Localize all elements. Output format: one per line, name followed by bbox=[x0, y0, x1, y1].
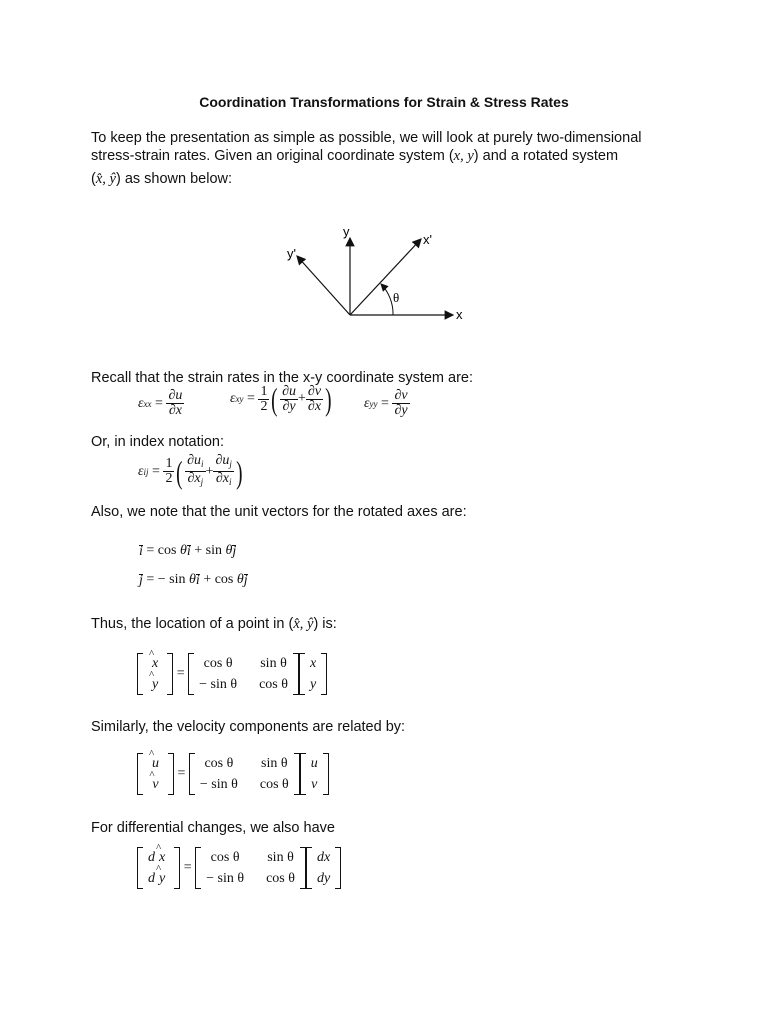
intro-line-2: stress-strain rates. Given an original coordinate system (x, y) and a rotated system bbox=[91, 148, 619, 164]
eq-strain-index: ε ij = $\frac{1}{2}$ ( $\frac{\partial u_i}{\partial x_j}$ + $\frac{\partial u_j}{\partial x_i}$ ) bbox=[138, 453, 243, 490]
eq-strain-xx: ε xx = $\frac{\partial u}{\partial x}$ bbox=[138, 388, 183, 418]
eq-strain-xy: ε xy = $\frac{1}{2}$ ( $\frac{\partial u}{\partial y}$ + $\frac{\partial v}{\partial x}$ ) bbox=[230, 381, 332, 417]
y-prime-axis bbox=[297, 256, 350, 315]
eq-position-transform: ^ x ^ y = cos θ sin θ − sin θ cos θ x y bbox=[137, 653, 327, 695]
label-y-prime: y' bbox=[287, 246, 296, 261]
velocity-intro: Similarly, the velocity components are related by: bbox=[91, 719, 406, 735]
eq-velocity-transform: ^ u ^ v = cos θ sin θ − sin θ cos θ u v bbox=[137, 753, 329, 795]
intro-line-3: (x̂, ŷ) as shown below: bbox=[91, 171, 233, 187]
eq-unit-i: i = cos θ i + sin θ j bbox=[139, 543, 237, 559]
index-intro: Or, in index notation: bbox=[91, 434, 224, 450]
eq-unit-j: j = − sin θ i + cos θ j bbox=[139, 572, 248, 588]
differential-intro: For differential changes, we also have bbox=[91, 820, 335, 836]
x-prime-axis bbox=[350, 239, 421, 315]
label-x-prime: x' bbox=[423, 232, 432, 247]
coordinate-diagram bbox=[280, 222, 470, 332]
intro-line-1: To keep the presentation as simple as possible, we will look at purely two-dimensional bbox=[91, 130, 642, 146]
unit-intro: Also, we note that the unit vectors for the rotated axes are: bbox=[91, 504, 467, 520]
label-y: y bbox=[343, 224, 350, 239]
theta-arc bbox=[381, 284, 393, 315]
location-intro: Thus, the location of a point in (x̂, ŷ) is: bbox=[91, 616, 337, 632]
eq-strain-yy: ε yy = $\frac{\partial v}{\partial y}$ bbox=[364, 388, 408, 418]
eq-differential-transform: d^ x d^ y = cos θ sin θ − sin θ cos θ dx dy bbox=[137, 847, 341, 889]
page-title: Coordination Transformations for Strain & Stress Rates bbox=[199, 94, 569, 110]
strain-intro: Recall that the strain rates in the x-y coordinate system are: bbox=[91, 370, 474, 386]
label-theta: θ bbox=[393, 290, 400, 305]
label-x: x bbox=[456, 307, 463, 322]
